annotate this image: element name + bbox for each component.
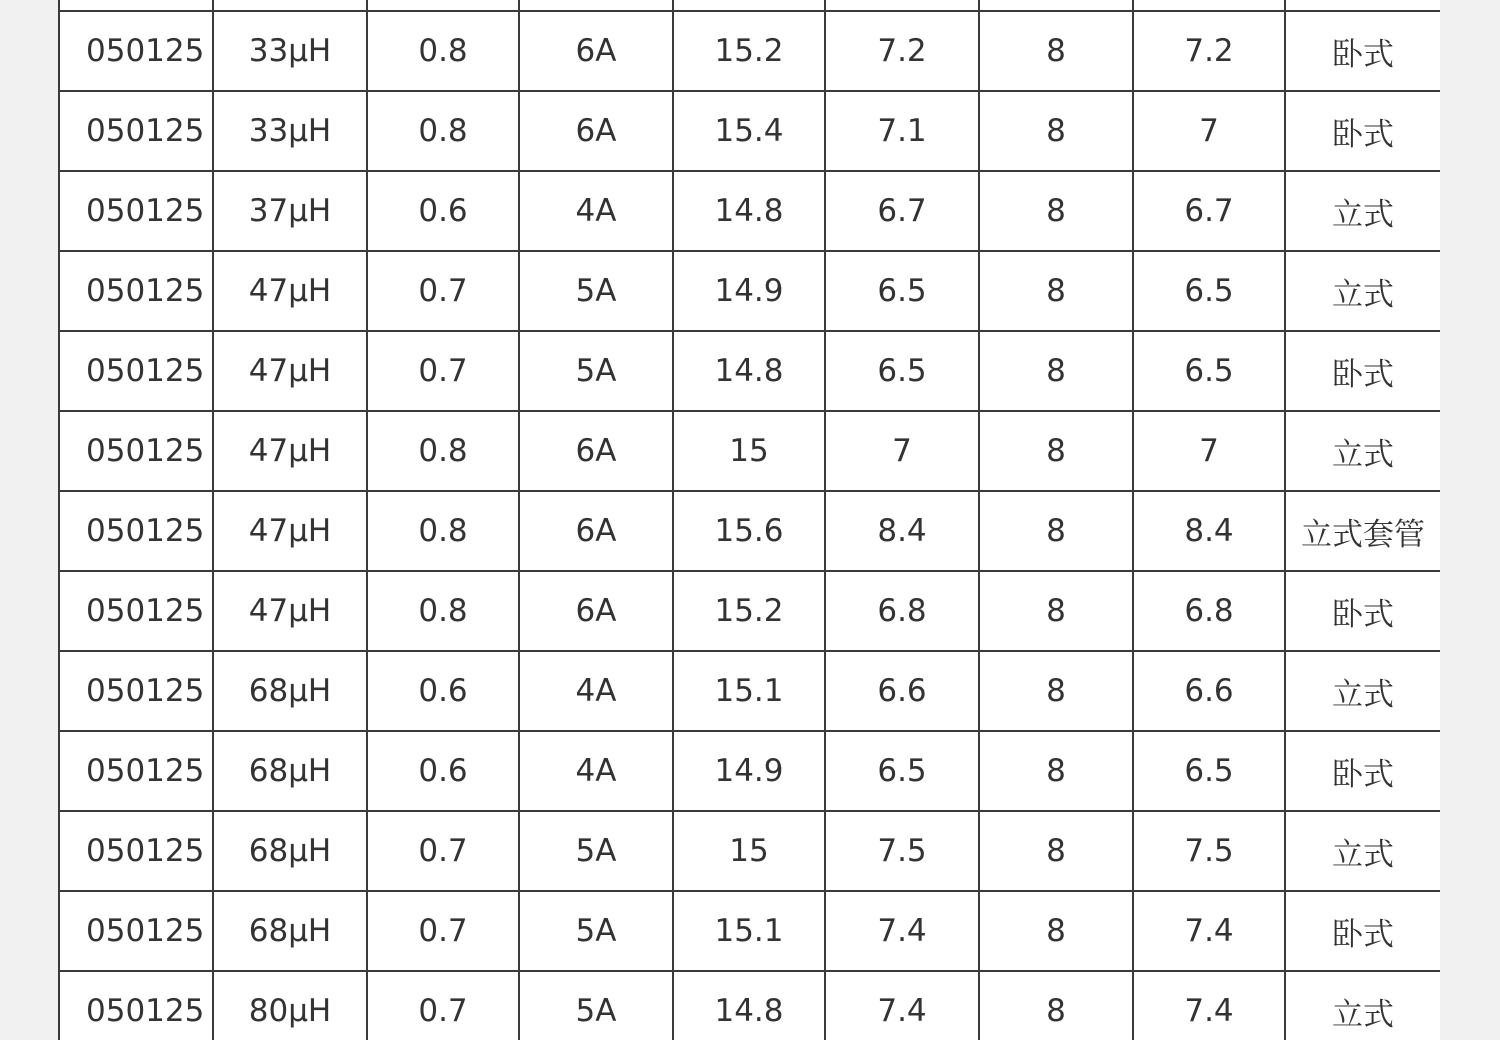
pin-length-cell: 8	[979, 251, 1133, 331]
current-cell: 6A	[519, 411, 673, 491]
inductance-cell: 37μH	[213, 171, 367, 251]
current-cell: 5A	[519, 251, 673, 331]
table-row	[59, 491, 1440, 571]
table-row	[59, 251, 1440, 331]
table-row	[59, 331, 1440, 411]
current-cell: 6A	[519, 571, 673, 651]
width-cell: 6.5	[1133, 731, 1285, 811]
width-cell	[1133, 0, 1285, 11]
pin-length-cell	[979, 0, 1133, 11]
mount-type-cell: 立式	[1285, 811, 1440, 891]
outer-diameter-cell: 15	[673, 811, 825, 891]
inductance-cell: 47μH	[213, 411, 367, 491]
current-cell: 5A	[519, 811, 673, 891]
inductance-cell: 47μH	[213, 491, 367, 571]
height-cell: 6.5	[825, 731, 979, 811]
wire-diameter-cell: 0.7	[367, 811, 519, 891]
height-cell: 7.4	[825, 971, 979, 1040]
pin-length-cell: 8	[979, 411, 1133, 491]
inductance-cell: 33μH	[213, 11, 367, 91]
wire-diameter-cell: 0.7	[367, 891, 519, 971]
pin-length-cell: 8	[979, 971, 1133, 1040]
wire-diameter-cell: 0.6	[367, 171, 519, 251]
width-cell: 7	[1133, 91, 1285, 171]
table-row	[59, 411, 1440, 491]
width-cell: 7.4	[1133, 891, 1285, 971]
wire-diameter-cell: 0.6	[367, 651, 519, 731]
current-cell: 5A	[519, 971, 673, 1040]
inductance-cell: 47μH	[213, 251, 367, 331]
model-cell	[59, 0, 213, 11]
model-cell: 050125	[59, 571, 213, 651]
outer-diameter-cell: 14.8	[673, 971, 825, 1040]
pin-length-cell: 8	[979, 571, 1133, 651]
mount-type-cell: 立式	[1285, 651, 1440, 731]
inductance-cell: 68μH	[213, 811, 367, 891]
outer-diameter-cell: 14.8	[673, 171, 825, 251]
page-margin	[1440, 0, 1500, 1040]
mount-type-cell: 卧式	[1285, 571, 1440, 651]
width-cell: 6.5	[1133, 331, 1285, 411]
table-row	[59, 891, 1440, 971]
spec-sheet	[58, 0, 1440, 1040]
width-cell: 7	[1133, 411, 1285, 491]
wire-diameter-cell: 0.6	[367, 731, 519, 811]
current-cell: 5A	[519, 891, 673, 971]
width-cell: 8.4	[1133, 491, 1285, 571]
table-body	[59, 0, 1440, 1040]
width-cell: 6.6	[1133, 651, 1285, 731]
height-cell: 7.1	[825, 91, 979, 171]
wire-diameter-cell: 0.7	[367, 331, 519, 411]
width-cell: 7.2	[1133, 11, 1285, 91]
mount-type-cell: 卧式	[1285, 331, 1440, 411]
mount-type-cell: 卧式	[1285, 91, 1440, 171]
wire-diameter-cell: 0.8	[367, 91, 519, 171]
current-cell	[519, 0, 673, 11]
height-cell: 8.4	[825, 491, 979, 571]
wire-diameter-cell	[367, 0, 519, 11]
model-cell: 050125	[59, 971, 213, 1040]
pin-length-cell: 8	[979, 491, 1133, 571]
outer-diameter-cell: 15.1	[673, 651, 825, 731]
inductance-cell: 80μH	[213, 971, 367, 1040]
model-cell: 050125	[59, 731, 213, 811]
model-cell: 050125	[59, 891, 213, 971]
height-cell: 6.6	[825, 651, 979, 731]
model-cell: 050125	[59, 411, 213, 491]
model-cell: 050125	[59, 651, 213, 731]
mount-type-cell: 立式	[1285, 971, 1440, 1040]
height-cell: 7	[825, 411, 979, 491]
mount-type-cell: 卧式	[1285, 731, 1440, 811]
table-row	[59, 811, 1440, 891]
mount-type-cell: 卧式	[1285, 11, 1440, 91]
table-row	[59, 91, 1440, 171]
mount-type-cell: 立式	[1285, 171, 1440, 251]
model-cell: 050125	[59, 331, 213, 411]
inductance-cell: 68μH	[213, 891, 367, 971]
pin-length-cell: 8	[979, 651, 1133, 731]
inductance-cell: 68μH	[213, 731, 367, 811]
pin-length-cell: 8	[979, 811, 1133, 891]
width-cell: 6.7	[1133, 171, 1285, 251]
mount-type-cell: 立式	[1285, 251, 1440, 331]
height-cell: 6.7	[825, 171, 979, 251]
mount-type-cell: 卧式	[1285, 891, 1440, 971]
width-cell: 6.5	[1133, 251, 1285, 331]
outer-diameter-cell: 14.9	[673, 251, 825, 331]
wire-diameter-cell: 0.8	[367, 571, 519, 651]
table-row	[59, 171, 1440, 251]
current-cell: 5A	[519, 331, 673, 411]
wire-diameter-cell: 0.8	[367, 411, 519, 491]
table-row	[59, 11, 1440, 91]
outer-diameter-cell: 15.4	[673, 91, 825, 171]
model-cell: 050125	[59, 811, 213, 891]
pin-length-cell: 8	[979, 731, 1133, 811]
current-cell: 6A	[519, 91, 673, 171]
width-cell: 7.4	[1133, 971, 1285, 1040]
outer-diameter-cell: 15	[673, 411, 825, 491]
inductor-spec-table	[58, 0, 1440, 1040]
table-row	[59, 731, 1440, 811]
height-cell: 7.2	[825, 11, 979, 91]
current-cell: 4A	[519, 731, 673, 811]
outer-diameter-cell: 15.2	[673, 571, 825, 651]
outer-diameter-cell	[673, 0, 825, 11]
inductance-cell	[213, 0, 367, 11]
outer-diameter-cell: 15.2	[673, 11, 825, 91]
wire-diameter-cell: 0.8	[367, 491, 519, 571]
inductance-cell: 68μH	[213, 651, 367, 731]
mount-type-cell: 立式套管	[1285, 491, 1440, 571]
model-cell: 050125	[59, 491, 213, 571]
pin-length-cell: 8	[979, 891, 1133, 971]
table-row	[59, 0, 1440, 11]
model-cell: 050125	[59, 171, 213, 251]
wire-diameter-cell: 0.7	[367, 971, 519, 1040]
height-cell: 6.5	[825, 331, 979, 411]
outer-diameter-cell: 15.1	[673, 891, 825, 971]
model-cell: 050125	[59, 11, 213, 91]
inductance-cell: 33μH	[213, 91, 367, 171]
outer-diameter-cell: 14.8	[673, 331, 825, 411]
width-cell: 6.8	[1133, 571, 1285, 651]
height-cell	[825, 0, 979, 11]
outer-diameter-cell: 14.9	[673, 731, 825, 811]
model-cell: 050125	[59, 91, 213, 171]
table-row	[59, 571, 1440, 651]
width-cell: 7.5	[1133, 811, 1285, 891]
height-cell: 7.4	[825, 891, 979, 971]
mount-type-cell: 立式	[1285, 411, 1440, 491]
current-cell: 4A	[519, 171, 673, 251]
pin-length-cell: 8	[979, 91, 1133, 171]
height-cell: 7.5	[825, 811, 979, 891]
outer-diameter-cell: 15.6	[673, 491, 825, 571]
current-cell: 4A	[519, 651, 673, 731]
current-cell: 6A	[519, 11, 673, 91]
wire-diameter-cell: 0.8	[367, 11, 519, 91]
wire-diameter-cell: 0.7	[367, 251, 519, 331]
model-cell: 050125	[59, 251, 213, 331]
height-cell: 6.8	[825, 571, 979, 651]
mount-type-cell	[1285, 0, 1440, 11]
pin-length-cell: 8	[979, 11, 1133, 91]
pin-length-cell: 8	[979, 171, 1133, 251]
current-cell: 6A	[519, 491, 673, 571]
inductance-cell: 47μH	[213, 331, 367, 411]
inductance-cell: 47μH	[213, 571, 367, 651]
height-cell: 6.5	[825, 251, 979, 331]
pin-length-cell: 8	[979, 331, 1133, 411]
table-row	[59, 651, 1440, 731]
table-row	[59, 971, 1440, 1040]
